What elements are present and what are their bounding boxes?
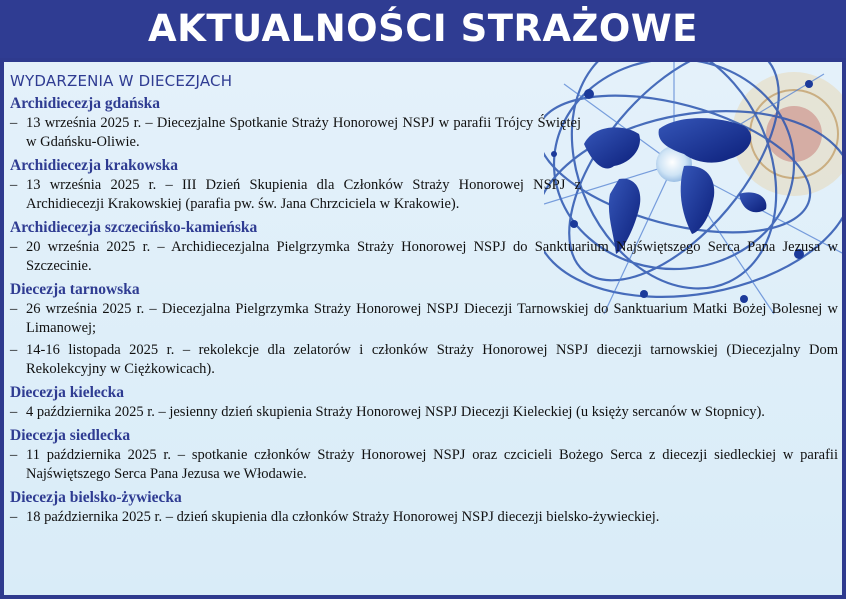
dash: –: [10, 115, 18, 131]
diocese-name: Diecezja tarnowska: [10, 281, 140, 298]
section-heading: WYDARZENIA W DIECEZJACH: [10, 72, 233, 90]
diocese-name: Diecezja bielsko-żywiecka: [10, 489, 182, 506]
dash: –: [10, 342, 18, 358]
diocese-name: Archidiecezja gdańska: [10, 95, 160, 112]
diocese-name: Diecezja siedlecka: [10, 427, 131, 444]
diocese-name: Archidiecezja szczecińsko-kamieńska: [10, 219, 258, 236]
dash: –: [10, 239, 18, 255]
dash: –: [10, 301, 18, 317]
diocese-gdansk: [10, 93, 838, 152]
header-banner: [0, 0, 846, 58]
diocese-kielce: [10, 382, 838, 422]
event-item: – 20 września 2025 r. – Archidiecezjalna Pielgrzymka Straży Honorowej NSPJ do Sanktuarium Najświętszego Serca Pana Jezusa w Szczecinie.: [10, 239, 838, 274]
events-content: [10, 62, 838, 530]
event-item: – 26 września 2025 r. – Diecezjalna Pielgrzymka Straży Honorowej NSPJ Diecezji Tarnowskiej do Sanktuarium Matki Bożej Bolesnej w Limanowej;: [10, 301, 838, 336]
diocese-name: Diecezja kielecka: [10, 384, 125, 401]
event-item: – 13 września 2025 r. – Diecezjalne Spotkanie Straży Honorowej NSPJ w parafii Trójcy Świętej w Gdańsku-Oliwie.: [10, 115, 581, 150]
diocese-szczecin: [10, 217, 838, 276]
page-title: AKTUALNOŚCI STRAŻOWE: [148, 7, 698, 50]
event-item: – 11 października 2025 r. – spotkanie członków Straży Honorowej NSPJ oraz czcicieli Bożego Serca z diecezji siedleckiej w parafii Najświętszego Serca Pana Jezusa we Włodawie.: [10, 447, 838, 482]
dash: –: [10, 509, 18, 525]
diocese-tarnow: [10, 279, 838, 379]
event-item: – 18 października 2025 r. – dzień skupienia dla członków Straży Honorowej NSPJ diecezji bielsko-żywieckiej.: [10, 509, 660, 525]
dash: –: [10, 177, 18, 193]
event-item: – 4 października 2025 r. – jesienny dzień skupienia Straży Honorowej NSPJ Diecezji Kieleckiej (u księży sercanów w Stopnicy).: [10, 404, 765, 420]
dash: –: [10, 447, 18, 463]
content-panel: [4, 62, 842, 595]
event-item: – 14-16 listopada 2025 r. – rekolekcje dla zelatorów i członków Straży Honorowej NSPJ diecezji tarnowskiej (Diecezjalny Dom Rekolekcyjny w Ciężkowicach).: [10, 342, 838, 377]
event-item: – 13 września 2025 r. – III Dzień Skupienia dla Członków Straży Honorowej NSPJ z Archidiecezji Krakowskiej (parafia pw. św. Jana Chrzciciela w Krakowie).: [10, 177, 581, 212]
diocese-krakow: [10, 155, 838, 214]
diocese-bielsko: [10, 487, 838, 527]
diocese-name: Archidiecezja krakowska: [10, 157, 179, 174]
dash: –: [10, 404, 18, 420]
diocese-siedlce: [10, 425, 838, 484]
